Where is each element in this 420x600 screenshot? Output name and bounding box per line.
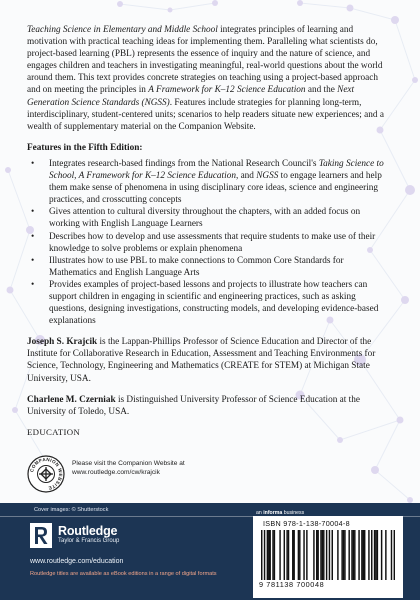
framework-title: A Framework for K–12 Science Education [148, 85, 306, 96]
barcode-bar [329, 530, 330, 580]
barcode-bar [361, 530, 362, 580]
feature-item: • Provides examples of project-based lessons and projects to illustrate how teachers can support children in engaging in scientific and engineering practices, such as asking questions, designing investigations, constructing models, and developing evidence-based explanations [43, 279, 393, 327]
barcode-bar [323, 530, 324, 580]
barcode-bar [351, 530, 352, 580]
barcode-bar [274, 530, 275, 580]
barcode-bar [374, 530, 375, 580]
barcode-bar [286, 530, 287, 580]
informa-prefix: an [256, 510, 264, 516]
barcode-bar [354, 530, 355, 580]
book-title: Teaching Science in Elementary and Middle School [27, 25, 218, 35]
barcode-bar [317, 530, 318, 580]
isbn-barcode-block [253, 516, 403, 598]
features-heading: Features in the Fifth Edition: [27, 142, 143, 153]
barcode-bar [337, 530, 338, 580]
publisher-name: Routledge [58, 524, 118, 538]
barcode-bar [322, 530, 323, 580]
description-text-1: integrates principles of learning and motivation with practical teaching ideas for implementing them. Paralleling what scientists do, project-based learning (PBL) represents the essence of inquiry and the nature of science, and engages children and teachers in investigating meaningful, real-world questions about the world around them. This text provides concrete strategies on teaching using a project-based approach and on meeting the principles in [27, 25, 383, 96]
barcode-bar [298, 530, 299, 580]
companion-text [72, 460, 185, 477]
description-paragraph [27, 24, 393, 133]
publisher-url-link[interactable]: www.routledge.com/education [30, 558, 124, 565]
barcode-bar [377, 530, 378, 580]
ebook-note: Routledge titles are available as eBook editions in a range of digital formats [30, 571, 217, 577]
barcode-bar [299, 530, 300, 580]
barcode-bar [375, 530, 376, 580]
footer-band [0, 503, 420, 600]
barcode-bar [267, 530, 268, 580]
routledge-logo [30, 523, 230, 549]
description-text-2: . Features include strategies for planning long-term, interdisciplinary, student-centered units; scenarios to help readers situate new experiences; and a wealth of supplementary material on the Companion Website. [27, 97, 384, 132]
author-bio-text: is Distinguished University Professor of Science Education at the University of Toledo, USA. [27, 394, 360, 417]
companion-website-seal-icon [27, 455, 65, 493]
barcode-bar [364, 530, 365, 580]
barcode-bar [306, 530, 307, 580]
barcode-graphic [261, 530, 395, 580]
barcode-bar [391, 530, 392, 580]
companion-url-link[interactable]: www.routledge.com/cw/krajcik [72, 468, 160, 476]
barcode-digits: 9 781138 700048 [259, 580, 325, 589]
barcode-bar [272, 530, 273, 580]
author-bio-czerniak [27, 394, 393, 418]
feature-italic-ngss: NGSS [256, 171, 279, 182]
barcode-bar [368, 530, 369, 580]
barcode-bar [269, 530, 270, 580]
author-name: Charlene M. Czerniak [27, 394, 116, 405]
barcode-bar [293, 530, 294, 580]
barcode-bar [363, 530, 364, 580]
barcode-bar [348, 530, 349, 580]
publisher-group: Taylor & Francis Group [58, 538, 120, 544]
barcode-bar [332, 530, 333, 580]
back-cover-text [27, 24, 393, 438]
barcode-bar [326, 530, 327, 580]
author-name: Joseph S. Krajcik [27, 337, 98, 348]
barcode-bar [268, 530, 269, 580]
barcode-bar [288, 530, 289, 580]
feature-item: • Gives attention to cultural diversity throughout the chapters, with an added focus on working with English Language Learners [43, 206, 393, 230]
barcode-bar [394, 530, 395, 580]
barcode-bar [371, 530, 372, 580]
barcode-bar [303, 530, 304, 580]
barcode-bar [358, 530, 359, 580]
barcode-bar [385, 530, 386, 580]
isbn-number: ISBN 978-1-138-70004-8 [263, 519, 350, 528]
barcode-bar [316, 530, 317, 580]
barcode-bar [320, 530, 321, 580]
cover-image-credit: Cover images: © Shutterstock [34, 507, 109, 513]
informa-suffix: business [282, 510, 305, 516]
barcode-bar [353, 530, 354, 580]
feature-item [43, 158, 393, 206]
barcode-bar [279, 530, 280, 580]
informa-name: informa [263, 510, 283, 516]
author-bio-krajcik [27, 336, 393, 384]
features-list [27, 158, 393, 327]
companion-website-block [27, 455, 387, 495]
feature-text: Integrates research-based findings from the National Research Council's [49, 158, 319, 169]
feature-italic-titles: Taking Science to School, A Framework for K–12 Science Education [49, 158, 384, 182]
barcode-bar [284, 530, 285, 580]
barcode-bar [341, 530, 342, 580]
author-bio-text: is the Lappan-Phillips Professor of Science Education and Director of the Institute for Collaborative Research in Education, Assessment and Teaching Environments for Science, Technology, Engineering and Mathematics (CREATE for STEM) at Michigan State University, USA. [27, 337, 376, 384]
subject-category: EDUCATION [27, 426, 81, 437]
routledge-r-icon [30, 523, 52, 548]
companion-line: Please visit the Companion Website at [72, 460, 185, 467]
barcode-bar [313, 530, 314, 580]
feature-text: to engage learners and help them make sense of phenomena in using disciplinary core ideas, science and engineering practices, and crosscutting concepts [49, 171, 382, 206]
feature-item: • Describes how to develop and use assessments that require students to make use of their knowledge to solve problems or explain phenomena [43, 231, 393, 255]
barcode-bar [344, 530, 345, 580]
barcode-bar [381, 530, 382, 580]
barcode-bar [261, 530, 262, 580]
svg-text:COMPANION WEBSITE: COMPANION WEBSITE [29, 456, 64, 491]
feature-text: , and [235, 171, 257, 182]
description-connector: and the [305, 85, 338, 96]
barcode-bar [343, 530, 344, 580]
barcode-bar [292, 530, 293, 580]
ngss-title: Next Generation Science Standards (NGSS) [27, 85, 355, 108]
feature-item: • Illustrates how to use PBL to make connections to Common Core Standards for Mathematics and English Language Arts [43, 255, 393, 279]
barcode-bar [264, 530, 265, 580]
